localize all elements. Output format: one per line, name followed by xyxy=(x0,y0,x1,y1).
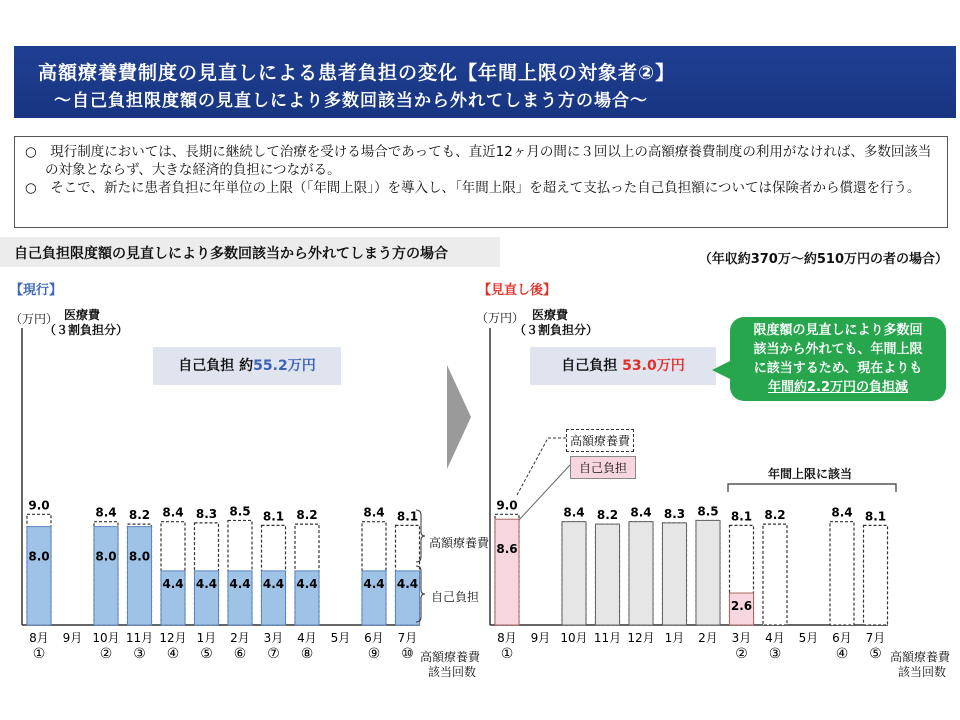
left-count-label-11: ⑩ xyxy=(401,646,414,662)
right-category-label-5: 1月 xyxy=(664,631,685,645)
right-bar-selfpay-6 xyxy=(696,520,720,625)
callout-underlined: 年間約2.2万円の負担減 xyxy=(767,380,909,395)
left-total-label-4: 8.4 xyxy=(162,505,184,520)
left-category-label-8: 4月 xyxy=(297,631,317,645)
right-total-label-5: 8.3 xyxy=(663,506,686,521)
legend-leader-kogaku-1 xyxy=(517,438,548,495)
right-total-label-6: 8.5 xyxy=(697,504,719,519)
right-bar-selfpay-0 xyxy=(495,519,519,625)
left-total-label-8: 8.2 xyxy=(296,508,318,523)
left-category-label-6: 2月 xyxy=(230,631,250,645)
right-legend-jiko: 自己負担 xyxy=(570,456,636,479)
left-category-label-11: 7月 xyxy=(397,631,418,645)
right-category-label-6: 2月 xyxy=(698,631,718,645)
left-selfpay-label-6: 4.4 xyxy=(229,576,251,591)
right-category-label-10: 6月 xyxy=(832,631,852,645)
left-selfpay-label-8: 4.4 xyxy=(296,576,318,591)
left-selfpay-label-10: 4.4 xyxy=(363,576,385,591)
right-bar-total-11 xyxy=(864,525,888,625)
left-selfpay-label-0: 8.0 xyxy=(28,549,50,564)
left-legend-jiko: 自己負担 xyxy=(431,590,480,604)
left-category-label-2: 10月 xyxy=(92,631,120,645)
legend-leader-jiko xyxy=(519,465,570,520)
right-count-label-10: ④ xyxy=(835,646,849,662)
note-2: ○ そこで、新たに患者負担に年単位の上限（「年間上限」）を導入し、「年間上限」を超えて支払った自己負担額については保険者から償還を行う。 xyxy=(25,180,921,196)
right-unit-label: （万円） xyxy=(476,311,525,325)
left-total-label-0: 9.0 xyxy=(28,498,50,513)
left-count-label-8: ⑧ xyxy=(300,646,314,662)
right-summary-value: 53.0万円 xyxy=(622,358,685,374)
left-count-label-3: ③ xyxy=(133,646,146,662)
left-category-label-0: 8月 xyxy=(29,631,49,645)
right-y-title-2: （３割負担分） xyxy=(514,323,599,337)
left-bar-selfpay-3 xyxy=(128,527,152,625)
left-unit-label: （万円） xyxy=(10,312,59,326)
left-total-label-10: 8.4 xyxy=(363,505,385,520)
note-1: ○ 現行制度においては、長期に継続して治療を受ける場合であっても、直近12ヶ月の間に３回以上の高額療養費制度の利用がなければ、多数回該当の対象とならず、大きな経済的負担につながる。 xyxy=(25,144,932,178)
left-panel-label: 【現行】 xyxy=(10,283,63,298)
right-count-label-1: 高額療養費 xyxy=(890,650,951,664)
right-count-label-11: ⑤ xyxy=(869,646,882,662)
left-count-label-5: ⑤ xyxy=(200,646,213,662)
left-count-label-7: ⑦ xyxy=(267,646,280,662)
right-legend-kogaku: 高額療養費 xyxy=(566,429,634,452)
left-bar-selfpay-0 xyxy=(27,527,51,625)
page-title: 高額療養費制度の見直しによる患者負担の変化【年間上限の対象者②】 xyxy=(38,62,676,84)
left-count-label-2: ② xyxy=(99,646,113,662)
left-count-label-10: ⑨ xyxy=(367,646,381,662)
right-category-label-2: 10月 xyxy=(560,631,588,645)
left-y-title-2: （３割負担分） xyxy=(44,323,129,337)
left-category-label-3: 11月 xyxy=(125,631,154,645)
left-category-label-1: 9月 xyxy=(62,631,83,645)
callout-line-2: 該当から外れても、年間上限 xyxy=(753,342,923,357)
left-total-label-6: 8.5 xyxy=(229,504,251,519)
left-bar-selfpay-2 xyxy=(94,527,118,625)
left-total-label-5: 8.3 xyxy=(195,506,218,521)
right-bar-selfpay-3 xyxy=(596,524,620,625)
right-category-label-4: 12月 xyxy=(627,631,655,645)
left-count-label-0: ① xyxy=(32,646,46,662)
left-y-title-1: 医療費 xyxy=(64,308,101,322)
right-total-label-8: 8.2 xyxy=(764,508,786,523)
right-bar-total-8 xyxy=(763,524,787,625)
left-count-label-6: ⑥ xyxy=(233,646,247,662)
left-selfpay-label-7: 4.4 xyxy=(262,576,285,591)
left-summary-prefix: 自己負担 約 xyxy=(178,358,254,374)
left-legend-kogaku: 高額療養費 xyxy=(429,536,490,550)
left-selfpay-label-3: 8.0 xyxy=(128,549,151,564)
right-total-label-2: 8.4 xyxy=(563,505,585,520)
left-selfpay-label-11: 4.4 xyxy=(396,576,419,591)
left-category-label-4: 12月 xyxy=(159,631,187,645)
right-selfpay-label-7: 2.6 xyxy=(730,599,753,614)
right-panel-label: 【見直し後】 xyxy=(478,283,557,298)
section-title: 自己負担限度額の見直しにより多数回該当から外れてしまう方の場合 xyxy=(14,246,448,262)
left-category-label-10: 6月 xyxy=(364,631,384,645)
left-total-label-11: 8.1 xyxy=(396,509,419,524)
right-total-label-0: 9.0 xyxy=(496,498,518,513)
right-total-label-7: 8.1 xyxy=(730,509,753,524)
right-bar-selfpay-2 xyxy=(562,522,586,625)
right-total-label-3: 8.2 xyxy=(596,508,619,523)
right-y-title-1: 医療費 xyxy=(532,308,569,322)
left-count-label-2: 該当回数 xyxy=(428,665,477,679)
income-note: （年収約370万～約510万円の者の場合） xyxy=(698,252,948,267)
right-total-label-10: 8.4 xyxy=(831,505,853,520)
page-subtitle: ～自己負担限度額の見直しにより多数回該当から外れてしまう方の場合～ xyxy=(54,91,648,111)
right-category-label-11: 7月 xyxy=(865,631,886,645)
left-selfpay-label-5: 4.4 xyxy=(195,576,218,591)
left-selfpay-label-4: 4.4 xyxy=(162,576,184,591)
annual-cap-label: 年間上限に該当 xyxy=(768,467,853,481)
right-total-label-4: 8.4 xyxy=(630,505,652,520)
right-bar-selfpay-5 xyxy=(663,523,687,625)
left-total-label-3: 8.2 xyxy=(128,508,151,523)
left-category-label-9: 5月 xyxy=(330,631,351,645)
right-category-label-7: 3月 xyxy=(731,631,752,645)
right-category-label-9: 5月 xyxy=(798,631,819,645)
left-category-label-5: 1月 xyxy=(196,631,217,645)
right-count-label-8: ③ xyxy=(768,646,782,662)
left-total-label-2: 8.4 xyxy=(95,505,117,520)
left-category-label-7: 3月 xyxy=(263,631,284,645)
right-bar-total-10 xyxy=(830,522,854,625)
left-total-label-7: 8.1 xyxy=(262,509,285,524)
right-summary-prefix: 自己負担 xyxy=(561,358,623,374)
callout-line-3: に該当するため、現在よりも xyxy=(753,361,923,376)
right-category-label-1: 9月 xyxy=(530,631,551,645)
right-category-label-0: 8月 xyxy=(497,631,517,645)
callout-line-1: 限度額の見直しにより多数回 xyxy=(753,323,923,338)
right-count-label-7: ② xyxy=(735,646,748,662)
right-category-label-3: 11月 xyxy=(593,631,622,645)
left-count-label-1: 高額療養費 xyxy=(420,650,481,664)
left-count-label-4: ④ xyxy=(166,646,180,662)
left-selfpay-label-2: 8.0 xyxy=(95,549,117,564)
right-bar-selfpay-4 xyxy=(629,522,653,625)
right-selfpay-label-0: 8.6 xyxy=(496,542,518,557)
right-total-label-11: 8.1 xyxy=(864,509,887,524)
right-count-label-0: ① xyxy=(500,646,514,662)
annual-cap-bracket xyxy=(728,484,896,492)
right-category-label-8: 4月 xyxy=(765,631,785,645)
left-summary-value: 55.2万円 xyxy=(253,358,316,374)
right-count-label-2: 該当回数 xyxy=(898,665,947,679)
